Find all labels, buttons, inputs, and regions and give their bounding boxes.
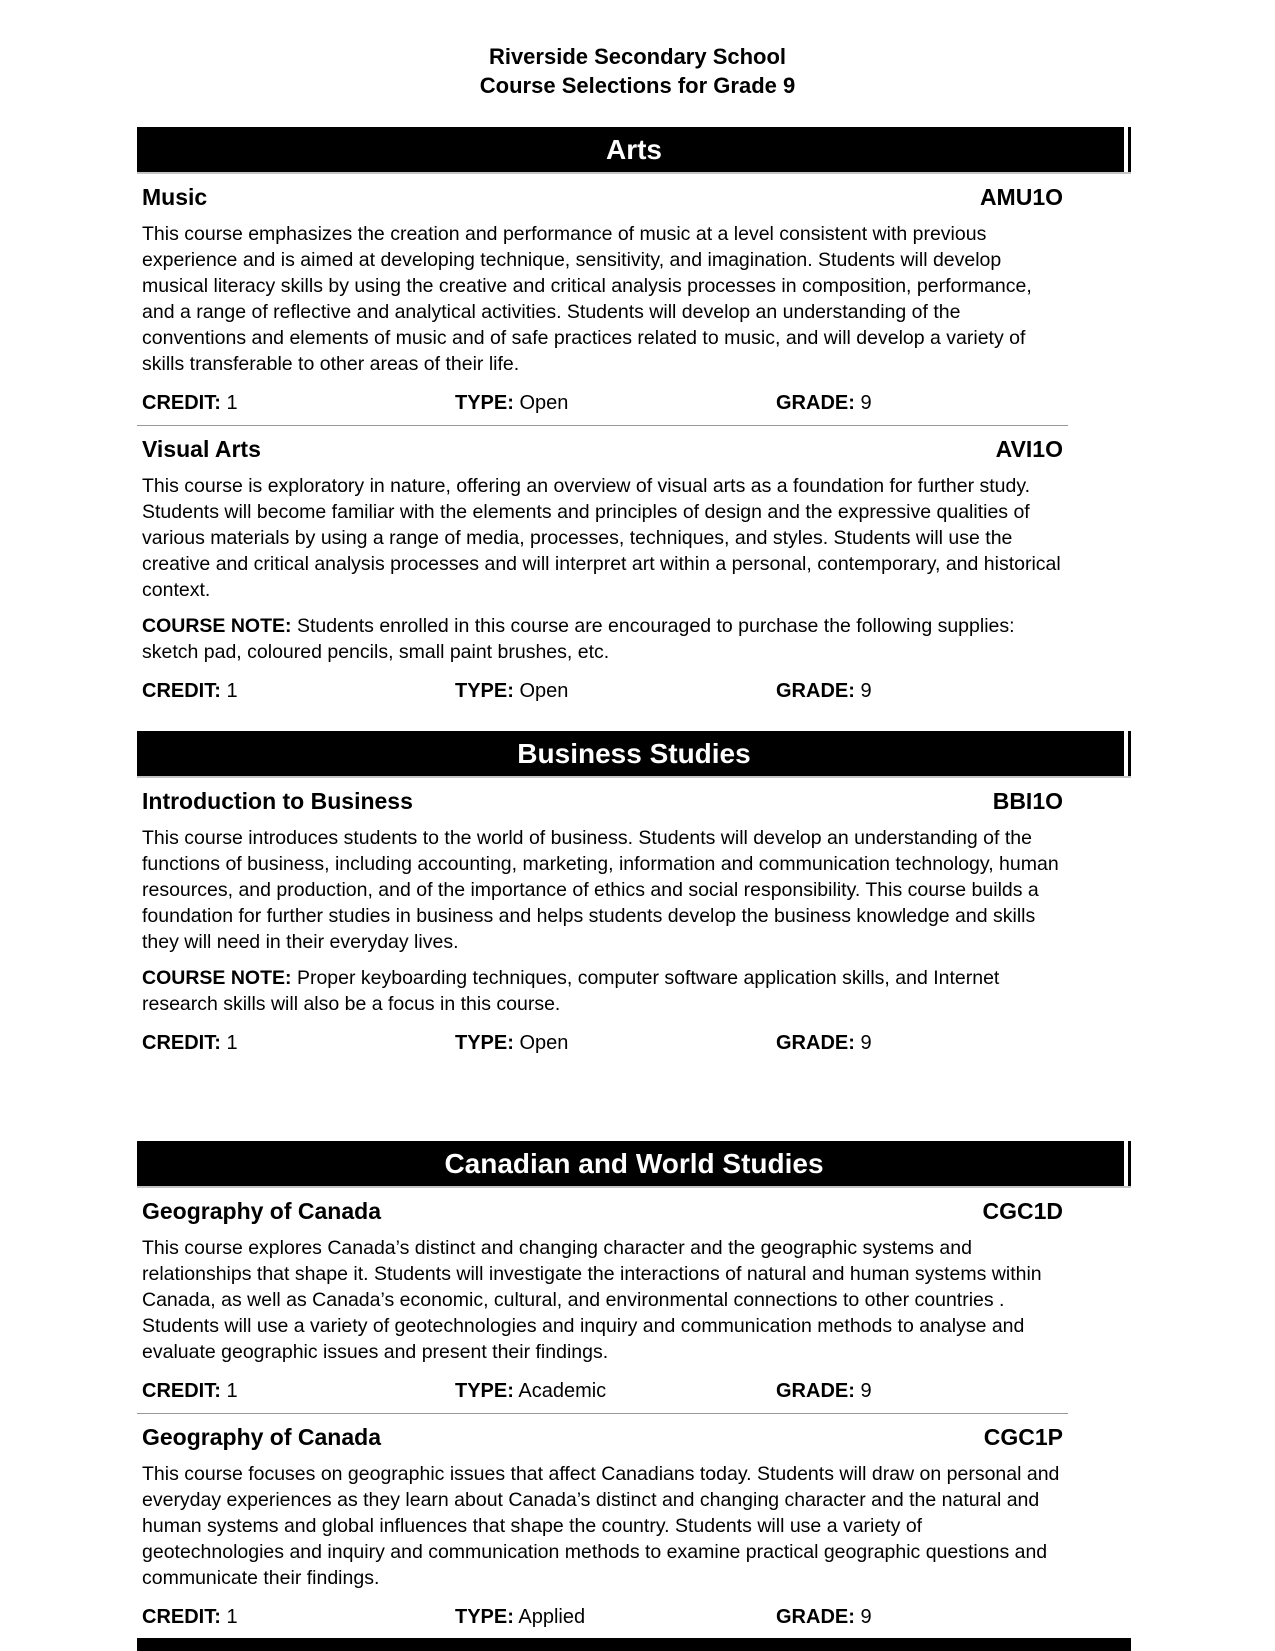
course-note-label: COURSE NOTE: [142,615,292,637]
section-title: Business Studies [517,737,751,769]
grade-cell [776,1378,1063,1404]
grade-label: GRADE: [776,680,855,702]
credit-cell [142,1030,455,1056]
course-code: CGC1P [983,1424,1063,1450]
course-head [142,1422,1063,1452]
course-code: CGC1D [982,1198,1063,1224]
grade-label: GRADE: [776,1380,855,1402]
course-description: This course is exploratory in nature, offering an overview of visual arts as a foundation for further study. Students will become familiar with the elements and principles of design and the expressive qualities of various materials by using a range of media, processes, techniques, and styles. Students will use the creative and critical analysis processes and will interpret art within a personal, contemporary, and historical context. [142,475,1061,601]
credit-cell [142,678,455,704]
course-note-text: Students enrolled in this course are encouraged to purchase the following supplies: sketch pad, coloured pencils, small paint brushes, etc. [142,615,1015,663]
course-meta-row [142,678,1063,704]
type-value: Open [519,680,569,702]
course-title: Music [142,184,208,210]
type-label: TYPE: [455,1380,514,1402]
course-geography-of-canada-cgc1d [142,1196,1063,1404]
course-note-text: Proper keyboarding techniques, computer software application skills, and Internet research skills will also be a focus in this course. [142,967,1000,1015]
type-label: TYPE: [455,1032,514,1054]
grade-cell [776,1604,1063,1630]
grade-value: 9 [860,392,872,414]
course-title: Geography of Canada [142,1198,381,1224]
section-banner-business-studies [137,731,1131,778]
course-note [142,613,1063,665]
credit-label: CREDIT: [142,680,221,702]
credit-cell [142,390,455,416]
section-title: Arts [605,133,662,165]
grade-cell [776,1030,1063,1056]
document-subtitle: Course Selections for Grade 9 [479,73,796,98]
course-visual-arts [142,434,1063,704]
credit-value: 1 [226,1032,238,1054]
credit-label: CREDIT: [142,1380,221,1402]
course-meta-row [142,1378,1063,1404]
type-label: TYPE: [455,392,514,414]
next-section-banner-partial [137,1638,1131,1651]
type-cell [455,1030,776,1056]
grade-value: 9 [860,1606,872,1628]
course-meta-row [142,1604,1063,1630]
grade-label: GRADE: [776,392,855,414]
grade-label: GRADE: [776,1606,855,1628]
course-head [142,786,1063,816]
grade-cell [776,678,1063,704]
type-cell [455,390,776,416]
course-description: This course focuses on geographic issues that affect Canadians today. Students will draw on personal and everyday experiences as they learn about Canada’s distinct and changing character and the natural and human systems and global influences that shape the country. Students will use a variety of geotechnologies and inquiry and communication methods to examine practical geographic questions and communicate their findings. [142,1463,1060,1589]
grade-label: GRADE: [776,1032,855,1054]
course-geography-of-canada-cgc1p [142,1422,1063,1630]
grade-value: 9 [860,680,872,702]
credit-value: 1 [226,392,238,414]
course-note-label: COURSE NOTE: [142,967,292,989]
grade-value: 9 [860,1380,872,1402]
credit-value: 1 [226,1380,238,1402]
credit-cell [142,1604,455,1630]
page-header [0,0,1275,100]
type-label: TYPE: [455,1606,514,1628]
course-code: BBI1O [992,788,1063,814]
course-code: AVI1O [995,436,1063,462]
course-introduction-to-business [142,786,1063,1056]
credit-label: CREDIT: [142,1606,221,1628]
course-description: This course explores Canada’s distinct and changing character and the geographic systems and relationships that shape it. Students will investigate the interactions of natural and human systems within Canada, as well as Canada’s economic, cultural, and environmental connections to other countries . Students will use a variety of geotechnologies and inquiry and communication methods to analyse and evaluate geographic issues and present their findings. [142,1237,1042,1363]
course-head [142,1196,1063,1226]
type-value: Applied [518,1606,586,1628]
course-music [142,182,1063,416]
credit-value: 1 [226,1606,238,1628]
course-title: Geography of Canada [142,1424,381,1450]
course-code: AMU1O [979,184,1063,210]
course-meta-row [142,390,1063,416]
grade-value: 9 [860,1032,872,1054]
type-cell [455,1378,776,1404]
course-title: Introduction to Business [142,788,413,814]
type-cell [455,1604,776,1630]
course-meta-row [142,1030,1063,1056]
type-value: Open [519,392,569,414]
section-banner-arts [137,127,1131,174]
grade-cell [776,390,1063,416]
course-description: This course emphasizes the creation and performance of music at a level consistent with previous experience and is aimed at developing technique, sensitivity, and imagination. Students will develop musical literacy skills by using the creative and critical analysis processes in composition, performance, and a range of reflective and analytical activities. Students will develop an understanding of the conventions and elements of music and of safe practices related to music, and will develop a variety of skills transferable to other areas of their life. [142,223,1032,375]
type-label: TYPE: [455,680,514,702]
section-title: Canadian and World Studies [444,1147,824,1179]
course-head [142,182,1063,212]
course-description: This course introduces students to the world of business. Students will develop an understanding of the functions of business, including accounting, marketing, information and communication technology, human resources, and production, and of the importance of ethics and social responsibility. This course builds a foundation for further studies in business and helps students develop the business knowledge and skills they will need in their everyday lives. [142,827,1059,953]
school-name: Riverside Secondary School [488,44,787,69]
course-title: Visual Arts [142,436,261,462]
type-cell [455,678,776,704]
document-body [137,127,1131,1630]
course-divider [137,1413,1068,1414]
credit-value: 1 [226,680,238,702]
credit-label: CREDIT: [142,1032,221,1054]
section-banner-canadian-world-studies [137,1141,1131,1188]
type-value: Open [519,1032,569,1054]
credit-cell [142,1378,455,1404]
course-head [142,434,1063,464]
type-value: Academic [518,1380,607,1402]
course-note [142,965,1063,1017]
credit-label: CREDIT: [142,392,221,414]
course-divider [137,425,1068,426]
